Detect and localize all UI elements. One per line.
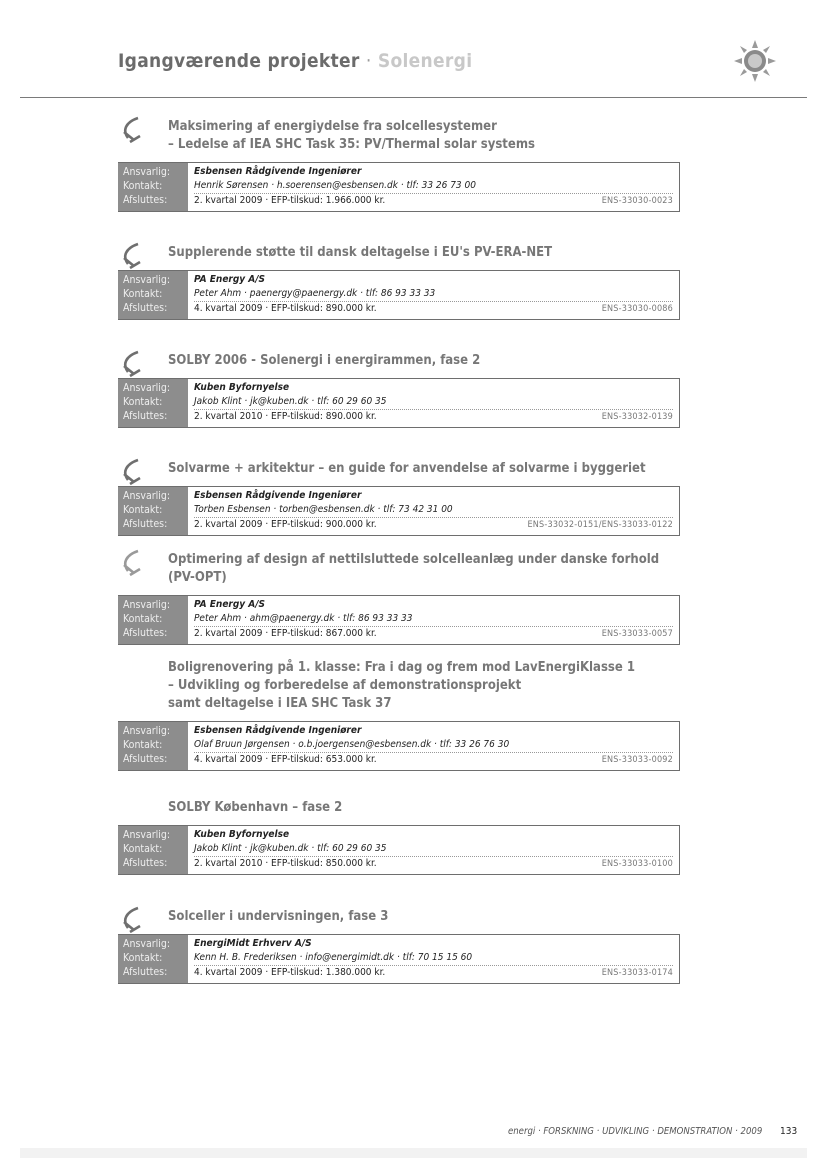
- page-number: 133: [780, 1126, 798, 1137]
- label-contact: Kontakt:: [123, 613, 163, 625]
- project-block: [118, 799, 680, 875]
- footer-text: energi · FORSKNING · UDVIKLING · DEMONSTRATION · 2009: [508, 1126, 763, 1137]
- label-responsible: Ansvarlig:: [123, 274, 171, 286]
- label-contact: Kontakt:: [123, 843, 163, 855]
- ends-line: 4. kvartal 2009 · EFP-tilskud: 653.000 kr.: [194, 754, 377, 765]
- label-contact: Kontakt:: [123, 952, 163, 964]
- label-responsible: Ansvarlig:: [123, 599, 171, 611]
- contact-line: Henrik Sørensen · h.soerensen@esbensen.dk · tlf: 33 26 73 00: [194, 180, 476, 191]
- ends-line: 2. kvartal 2010 · EFP-tilskud: 850.000 kr.: [194, 858, 377, 869]
- ends-line: 2. kvartal 2009 · EFP-tilskud: 867.000 kr.: [194, 628, 377, 639]
- header-separator: ·: [365, 50, 372, 72]
- label-ends: Afsluttes:: [123, 857, 168, 869]
- page-header: [118, 50, 472, 72]
- label-ends: Afsluttes:: [123, 966, 168, 978]
- label-contact: Kontakt:: [123, 288, 163, 300]
- header-rule: [20, 97, 807, 98]
- project-block: [118, 352, 680, 428]
- ends-line: 2. kvartal 2010 · EFP-tilskud: 890.000 kr.: [194, 411, 377, 422]
- organization: Esbensen Rådgivende Ingeniører: [194, 725, 362, 736]
- contact-line: Torben Esbensen · torben@esbensen.dk · tlf: 73 42 31 00: [194, 504, 453, 515]
- label-contact: Kontakt:: [123, 739, 163, 751]
- label-responsible: Ansvarlig:: [123, 938, 171, 950]
- organization: Esbensen Rådgivende Ingeniører: [194, 490, 362, 501]
- ends-line: 2. kvartal 2009 · EFP-tilskud: 900.000 kr.: [194, 519, 377, 530]
- project-title: Boligrenovering på 1. klasse: Fra i dag og frem mod LavEnergiKlasse 1 – Udvikling og forberedelse af demonstrationsprojekt samt deltagelse i IEA SHC Task 37: [168, 660, 636, 711]
- project-title: Optimering af design af nettilsluttede solcelleanlæg under danske forhold (PV-OPT): [168, 552, 660, 585]
- project-title: Solceller i undervisningen, fase 3: [168, 909, 389, 924]
- label-ends: Afsluttes:: [123, 518, 168, 530]
- sun-logo-icon: [730, 36, 780, 86]
- label-contact: Kontakt:: [123, 396, 163, 408]
- bottom-strip: [20, 1148, 807, 1158]
- project-code: ENS-33033-0092: [601, 755, 673, 765]
- project-info-box: [118, 595, 680, 645]
- project-block: [118, 244, 680, 320]
- project-info-box: [118, 162, 680, 212]
- organization: Kuben Byfornyelse: [194, 382, 290, 393]
- project-code: ENS-33032-0151/ENS-33033-0122: [527, 520, 673, 530]
- contact-line: Jakob Klint · jk@kuben.dk · tlf: 60 29 60 35: [194, 396, 387, 407]
- project-info-box: [118, 825, 680, 875]
- project-code: ENS-33032-0139: [601, 412, 673, 422]
- project-code: ENS-33030-0023: [601, 196, 673, 206]
- project-code: ENS-33030-0086: [601, 304, 673, 314]
- project-block: [118, 659, 680, 771]
- project-title: Supplerende støtte til dansk deltagelse i EU's PV-ERA-NET: [168, 245, 553, 260]
- project-code: ENS-33033-0174: [601, 968, 673, 978]
- label-ends: Afsluttes:: [123, 627, 168, 639]
- label-responsible: Ansvarlig:: [123, 166, 171, 178]
- label-responsible: Ansvarlig:: [123, 725, 171, 737]
- project-block: [118, 551, 680, 645]
- contact-line: Jakob Klint · jk@kuben.dk · tlf: 60 29 60 35: [194, 843, 387, 854]
- project-code: ENS-33033-0100: [601, 859, 673, 869]
- project-code: ENS-33033-0057: [601, 629, 673, 639]
- project-title: Maksimering af energiydelse fra solcellesystemer – Ledelse af IEA SHC Task 35: PV/Thermal solar systems: [168, 119, 535, 152]
- project-info-box: [118, 934, 680, 984]
- project-title: SOLBY København – fase 2: [168, 800, 343, 815]
- project-title: SOLBY 2006 - Solenergi i energirammen, fase 2: [168, 353, 481, 368]
- project-block: [118, 908, 680, 984]
- organization: PA Energy A/S: [194, 274, 266, 285]
- label-ends: Afsluttes:: [123, 302, 168, 314]
- project-info-box: [118, 721, 680, 771]
- ends-line: 4. kvartal 2009 · EFP-tilskud: 1.380.000 kr.: [194, 967, 386, 978]
- project-title: Solvarme + arkitektur – en guide for anvendelse af solvarme i byggeriet: [168, 461, 646, 476]
- contact-line: Kenn H. B. Frederiksen · info@energimidt.dk · tlf: 70 15 15 60: [194, 952, 473, 963]
- ends-line: 4. kvartal 2009 · EFP-tilskud: 890.000 kr.: [194, 303, 377, 314]
- header-subtitle: Solenergi: [377, 50, 473, 72]
- label-ends: Afsluttes:: [123, 753, 168, 765]
- header-title: Igangværende projekter: [118, 50, 360, 72]
- project-info-box: [118, 378, 680, 428]
- ends-line: 2. kvartal 2009 · EFP-tilskud: 1.966.000 kr.: [194, 195, 386, 206]
- project-info-box: [118, 486, 680, 536]
- organization: PA Energy A/S: [194, 599, 266, 610]
- organization: EnergiMidt Erhverv A/S: [194, 938, 312, 949]
- organization: Kuben Byfornyelse: [194, 829, 290, 840]
- organization: Esbensen Rådgivende Ingeniører: [194, 166, 362, 177]
- label-responsible: Ansvarlig:: [123, 829, 171, 841]
- contact-line: Peter Ahm · ahm@paenergy.dk · tlf: 86 93 33 33: [194, 613, 413, 624]
- label-responsible: Ansvarlig:: [123, 382, 171, 394]
- project-block: [118, 460, 680, 536]
- project-block: [118, 118, 680, 212]
- label-responsible: Ansvarlig:: [123, 490, 171, 502]
- label-contact: Kontakt:: [123, 504, 163, 516]
- label-contact: Kontakt:: [123, 180, 163, 192]
- label-ends: Afsluttes:: [123, 410, 168, 422]
- project-info-box: [118, 270, 680, 320]
- contact-line: Olaf Bruun Jørgensen · o.b.joergensen@esbensen.dk · tlf: 33 26 76 30: [194, 739, 510, 750]
- label-ends: Afsluttes:: [123, 194, 168, 206]
- contact-line: Peter Ahm · paenergy@paenergy.dk · tlf: 86 93 33 33: [194, 288, 436, 299]
